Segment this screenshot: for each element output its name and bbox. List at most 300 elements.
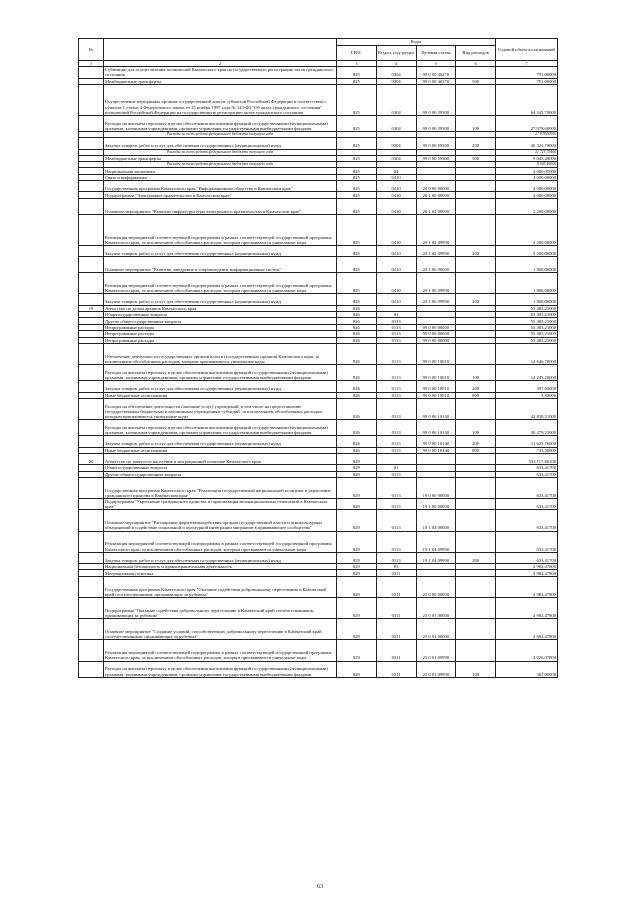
row-grbs: 829 [337, 576, 377, 597]
row-expense-type: 800 [456, 447, 496, 453]
row-grbs: 829 [337, 510, 377, 531]
row-name: Агентство по делам архивов Камчатского края [104, 305, 337, 311]
row-target-article: 99 0 00 10140 [416, 447, 456, 453]
row-razdel: 0113 [376, 499, 416, 510]
table-row [79, 85, 558, 116]
header-num-1: 1 [79, 61, 104, 67]
row-amount: 4 000,00000 [496, 192, 558, 198]
row-note-sum: 27 978,60000 [496, 132, 558, 138]
row-amount: 791,00000 [496, 78, 558, 84]
table-row [79, 381, 558, 392]
row-razdel: 0410 [376, 198, 416, 214]
row-amount: 2 982,47800 [496, 564, 558, 570]
row-razdel: 03 [376, 564, 416, 570]
row-name: Закупка товаров, работ и услуг для обеспечения государственных (муниципальных) нужд [104, 138, 337, 149]
row-grbs: 825 [337, 273, 377, 294]
row-amount: 9 045,40000 [496, 155, 558, 161]
row-target-article: 99 0 00 10010 [416, 344, 456, 365]
row-target-article: 20 1 02 09990 [416, 245, 456, 256]
header-grbs: ГРБС [337, 46, 377, 61]
row-razdel [376, 453, 416, 464]
row-target-article: 99 0 00 00000 [416, 331, 456, 337]
row-name: Агентство по занятости населения и миграционной политике Камчатского края [104, 453, 337, 464]
row-target-article [416, 453, 456, 464]
row-name: Расходы на обеспечение деятельности (оказание услуг) учреждений, в том числе на предоставление государственным бюджетным и автономным учреждениям субсидий, за исключением обособленных расходов, которым присваиваются уникальные коды [104, 398, 337, 419]
row-name: Закупка товаров, работ и услуг для обеспечения государственных (муниципальных) нужд [104, 381, 337, 392]
row-name: Связь и информатика [104, 174, 337, 180]
row-razdel: 0113 [376, 365, 416, 381]
row-number [79, 398, 104, 419]
row-name: Другие общегосударственные вопросы [104, 318, 337, 324]
row-razdel: 0304 [376, 155, 416, 161]
row-expense-type: 200 [456, 294, 496, 305]
row-target-article: 20 1 00 00000 [416, 192, 456, 198]
row-razdel: 0410 [376, 181, 416, 192]
row-expense-type [456, 640, 496, 661]
row-expense-type [456, 67, 496, 78]
row-amount: 55 485,21000 [496, 337, 558, 343]
row-name: Иные бюджетные ассигнования [104, 392, 337, 398]
row-note-text: Расходы за счет средств федерального бюджета текущего года [104, 162, 337, 168]
row-name: Осуществление переданных органам государственной власти субъектов Российской Федерации в соответствии с пунктом 1 статьи 4 Федерального закона от 15 ноября 1997 года № 143-ФЗ "Об актах гражданского состояния" полномочий Российской Федерации на государственную регистрацию актов гражданского состояния [104, 85, 337, 116]
table-row [79, 344, 558, 365]
row-amount: 55 485,21000 [496, 318, 558, 324]
row-target-article: 99 0 00 40270 [416, 78, 456, 84]
row-amount: 2 982,47800 [496, 570, 558, 576]
row-expense-type [456, 453, 496, 464]
header-num-7: 7 [496, 61, 558, 67]
table-row [79, 531, 558, 552]
row-amount: 1 800,00000 [496, 294, 558, 305]
row-razdel: 0113 [376, 510, 416, 531]
row-target-article: 20 1 06 09990 [416, 273, 456, 294]
row-grbs: 825 [337, 78, 377, 84]
row-expense-type [456, 344, 496, 365]
header-vr: Вид расходов [456, 46, 496, 61]
table-row [79, 116, 558, 132]
row-razdel: 0113 [376, 420, 416, 436]
row-razdel: 0410 [376, 294, 416, 305]
row-grbs: 826 [337, 447, 377, 453]
row-name: Закупка товаров, работ и услуг для обеспечения государственных (муниципальных) нужд [104, 436, 337, 447]
row-expense-type [456, 398, 496, 419]
budget-table-sheet [78, 38, 558, 678]
row-grbs: 829 [337, 598, 377, 619]
row-grbs: 829 [337, 570, 377, 576]
row-number [79, 214, 104, 245]
row-target-article: 19 0 00 00000 [416, 477, 456, 498]
row-amount: 12 646,70000 [496, 344, 558, 365]
row-grbs: 825 [337, 257, 377, 273]
row-grbs: 826 [337, 436, 377, 447]
table-row [79, 499, 558, 510]
row-expense-type [456, 214, 496, 245]
header-razdel: Раздел, под-раздел [376, 46, 416, 61]
row-expense-type [456, 85, 496, 116]
row-target-article: 25 0 01 00000 [416, 598, 456, 619]
row-target-article: 25 0 01 00000 [416, 619, 456, 640]
row-amount: 55 485,21000 [496, 312, 558, 318]
row-grbs: 825 [337, 138, 377, 149]
row-amount: 2 200,00000 [496, 214, 558, 245]
row-target-article: 99 0 00 59300 [416, 116, 456, 132]
table-row [79, 257, 558, 273]
row-grbs: 826 [337, 337, 377, 343]
header-name [104, 39, 337, 61]
row-number [79, 436, 104, 447]
row-expense-type: 800 [456, 392, 496, 398]
row-grbs: 825 [337, 198, 377, 214]
row-name: Государственная программа Камчатского края "Информационное общество в Камчатском крае" [104, 181, 337, 192]
row-expense-type [456, 598, 496, 619]
row-razdel: 04 [376, 168, 416, 174]
row-number [79, 273, 104, 294]
row-razdel: 0304 [376, 67, 416, 78]
row-amount: 2 200,00000 [496, 245, 558, 256]
row-target-article: 19 1 00 00000 [416, 499, 456, 510]
row-amount: 4 000,00000 [496, 174, 558, 180]
row-number [79, 477, 104, 498]
table-row [79, 198, 558, 214]
row-razdel: 0113 [376, 337, 416, 343]
row-razdel: 0113 [376, 381, 416, 392]
row-number [79, 420, 104, 436]
row-expense-type: 100 [456, 116, 496, 132]
row-number [79, 294, 104, 305]
row-number [79, 576, 104, 597]
table-row [79, 294, 558, 305]
row-razdel: 01 [376, 465, 416, 471]
table-row [79, 181, 558, 192]
row-amount: 4 000,00000 [496, 181, 558, 192]
row-target-article: 99 0 00 10140 [416, 420, 456, 436]
row-amount: 3,80000 [496, 392, 558, 398]
row-razdel: 0113 [376, 477, 416, 498]
row-grbs: 829 [337, 465, 377, 471]
row-grbs: 825 [337, 155, 377, 161]
row-number [79, 531, 104, 552]
row-amount: 2 200,00000 [496, 198, 558, 214]
row-number: 19 [79, 305, 104, 311]
row-number [79, 344, 104, 365]
row-grbs: 829 [337, 471, 377, 477]
row-razdel: 0311 [376, 598, 416, 619]
row-grbs: 829 [337, 477, 377, 498]
row-name: Общегосударственные вопросы [104, 312, 337, 318]
header-num-5: 5 [416, 61, 456, 67]
row-amount: 2 982,47800 [496, 598, 558, 619]
row-grbs: 825 [337, 294, 377, 305]
row-target-article: 19 1 04 09990 [416, 552, 456, 563]
row-target-article: 25 0 00 00000 [416, 576, 456, 597]
row-razdel: 0113 [376, 324, 416, 330]
row-expense-type: 200 [456, 245, 496, 256]
row-target-article: 99 0 00 10010 [416, 381, 456, 392]
header-num-6: 6 [456, 61, 496, 67]
row-razdel: 0113 [376, 318, 416, 324]
row-grbs: 825 [337, 168, 377, 174]
row-expense-type: 500 [456, 78, 496, 84]
header-sum: Годовой объем ассигнований [496, 39, 558, 61]
row-target-article: 20 1 06 00000 [416, 257, 456, 273]
row-razdel: 0311 [376, 619, 416, 640]
row-expense-type: 100 [456, 365, 496, 381]
header-number: № [79, 39, 104, 61]
row-number [79, 198, 104, 214]
row-grbs: 825 [337, 245, 377, 256]
table-row [79, 67, 558, 78]
row-note-text: Расходы за счет средств федерального бюджета текущего года [104, 132, 337, 138]
row-target-article: 25 0 01 09990 [416, 640, 456, 661]
row-name: Реализация мероприятий соответствующей подпрограммы в рамках соответствующей государственной программы Камчатского края, за исключением обособленных расходов, которым присваиваются уникальные коды [104, 640, 337, 661]
row-number [79, 138, 104, 149]
row-number [79, 381, 104, 392]
row-amount: 12 245,20000 [496, 365, 558, 381]
row-amount: 397,60000 [496, 381, 558, 392]
row-expense-type: 200 [456, 138, 496, 149]
row-target-article: 20 1 06 09990 [416, 294, 456, 305]
row-name: Расходы на выплаты персоналу в целях обеспечения выполнения функций государственными (муниципальными) органами, казенными учреждениями, органами управления государственными внебюджетными фондами [104, 661, 337, 677]
row-grbs: 826 [337, 305, 377, 311]
table-row [79, 640, 558, 661]
row-expense-type: 200 [456, 552, 496, 563]
row-razdel: 0410 [376, 273, 416, 294]
row-expense-type: 100 [456, 661, 496, 677]
row-razdel: 0311 [376, 576, 416, 597]
row-grbs: 826 [337, 392, 377, 398]
table-row [79, 365, 558, 381]
row-amount: 633,41700 [496, 552, 558, 563]
row-grbs: 825 [337, 181, 377, 192]
row-expense-type [456, 477, 496, 498]
row-target-article: 25 0 01 09990 [416, 661, 456, 677]
table-row [79, 576, 558, 597]
row-number [79, 640, 104, 661]
row-name: Расходы на выплаты персоналу в целях обеспечения выполнения функций государственными (муниципальными) органами, казенными учреждениями, органами управления государственными внебюджетными фондами [104, 116, 337, 132]
row-name: Подпрограмма "Электронное правительство в Камчатском крае" [104, 192, 337, 198]
row-name: Закупка товаров, работ и услуг для обеспечения государственных (муниципальных) нужд [104, 294, 337, 305]
row-expense-type: 500 [456, 155, 496, 161]
table-row [79, 453, 558, 464]
table-row [79, 273, 558, 294]
row-expense-type [456, 619, 496, 640]
row-grbs: 825 [337, 192, 377, 198]
row-amount: 2 026,07800 [496, 640, 558, 661]
row-name: Основное мероприятие "Развитие, внедрение и сопровождение информационных систем" [104, 257, 337, 273]
row-expense-type: 100 [456, 420, 496, 436]
row-razdel: 0410 [376, 245, 416, 256]
row-name: Основное мероприятие "Развитие инфраструктуры электронного правительства в Камчатском крае" [104, 198, 337, 214]
row-amount: 633,41700 [496, 531, 558, 552]
row-amount: 55 485,21000 [496, 324, 558, 330]
row-razdel: 0113 [376, 344, 416, 365]
row-name: Основное мероприятие "Расширение форм взаимодействия органов государственной власти и этнокультурных объединений и содействие социальной и культурной интеграции мигрантов в принимающее сообщество" [104, 510, 337, 531]
row-amount: 1 800,00000 [496, 257, 558, 273]
row-number [79, 116, 104, 132]
row-razdel: 0304 [376, 78, 416, 84]
row-amount: 633,41700 [496, 471, 558, 477]
row-expense-type: 200 [456, 381, 496, 392]
row-name: Миграционная политика [104, 570, 337, 576]
table-row [79, 598, 558, 619]
row-grbs: 825 [337, 174, 377, 180]
row-amount: 633,41700 [496, 477, 558, 498]
row-grbs: 826 [337, 344, 377, 365]
row-note-text: Расходы за счет средств федерального бюджета текущего года [104, 149, 337, 155]
row-name: Субвенции для осуществления полномочий Камчатского края на государственную регистрацию актов гражданского состояния [104, 67, 337, 78]
row-number: 20 [79, 453, 104, 464]
row-grbs: 826 [337, 398, 377, 419]
row-grbs: 826 [337, 312, 377, 318]
row-target-article: 99 0 00 59300 [416, 85, 456, 116]
row-grbs: 829 [337, 619, 377, 640]
table-row [79, 398, 558, 419]
row-number [79, 661, 104, 677]
row-name: Непрограммные расходы [104, 337, 337, 343]
row-grbs: 829 [337, 531, 377, 552]
row-number [79, 510, 104, 531]
row-name: Межбюджетные трансферты [104, 78, 337, 84]
row-name: Непрограммные расходы [104, 324, 337, 330]
table-row [79, 245, 558, 256]
row-expense-type [456, 531, 496, 552]
row-grbs: 826 [337, 331, 377, 337]
row-amount: 64 345,70000 [496, 85, 558, 116]
row-razdel: 0113 [376, 552, 416, 563]
header-codes: Коды [337, 39, 496, 46]
header-cs: Целевая статья [416, 46, 456, 61]
row-expense-type [456, 257, 496, 273]
row-grbs: 825 [337, 67, 377, 78]
row-expense-type: 200 [456, 436, 496, 447]
row-name: Национальная экономика [104, 168, 337, 174]
row-expense-type [456, 273, 496, 294]
row-expense-type [456, 499, 496, 510]
row-target-article: 99 0 00 00000 [416, 337, 456, 343]
row-razdel: 0304 [376, 85, 416, 116]
row-name: Общегосударственные вопросы [104, 465, 337, 471]
row-target-article: 20 0 00 00000 [416, 181, 456, 192]
row-grbs: 826 [337, 318, 377, 324]
row-razdel: 0410 [376, 192, 416, 198]
row-grbs: 829 [337, 552, 377, 563]
row-razdel: 0113 [376, 392, 416, 398]
row-note-sum: 9 045,40000 [496, 162, 558, 168]
row-grbs: 825 [337, 214, 377, 245]
row-amount: 733,50000 [496, 447, 558, 453]
row-target-article: 99 0 00 10140 [416, 436, 456, 447]
row-target-article: 19 1 04 00000 [416, 510, 456, 531]
header-num-2: 2 [104, 61, 337, 67]
row-razdel: 0311 [376, 661, 416, 677]
row-razdel: 0311 [376, 640, 416, 661]
row-target-article: 20 1 02 00000 [416, 198, 456, 214]
row-name: Основное мероприятие "Создание условий, способствующих добровольному переселению в Камчатский край соотечественников, проживающих за рубежом" [104, 619, 337, 640]
row-grbs: 829 [337, 640, 377, 661]
row-amount: 633,41700 [496, 465, 558, 471]
row-name: Расходы на выплаты персоналу в целях обеспечения выполнения функций государственными (муниципальными) органами, казенными учреждениями, органами управления государственными внебюджетными фондами [104, 420, 337, 436]
row-grbs: 829 [337, 453, 377, 464]
row-note-sum: 21 727,79400 [496, 149, 558, 155]
row-amount: 533 117,86100 [496, 453, 558, 464]
row-razdel: 0410 [376, 174, 416, 180]
table-row [79, 138, 558, 149]
row-grbs: 825 [337, 116, 377, 132]
table-row [79, 552, 558, 563]
row-amount: 55 485,21000 [496, 305, 558, 311]
row-number [79, 499, 104, 510]
row-grbs: 826 [337, 324, 377, 330]
row-number [79, 181, 104, 192]
row-razdel: 0113 [376, 436, 416, 447]
row-target-article: 99 0 00 59300 [416, 155, 456, 161]
row-grbs: 826 [337, 381, 377, 392]
row-name: Подпрограмма "Укрепление гражданского единства и гармонизация межнациональных отношений в Камчатском крае" [104, 499, 337, 510]
row-expense-type [456, 181, 496, 192]
row-number [79, 67, 104, 78]
row-number [79, 365, 104, 381]
row-name: Реализация мероприятий соответствующей подпрограммы в рамках соответствующей государственной программы Камчатского края, за исключением обособленных расходов, которым присваиваются уникальные коды [104, 531, 337, 552]
budget-table [78, 38, 558, 678]
table-row [79, 619, 558, 640]
row-target-article: 99 0 00 10010 [416, 392, 456, 398]
row-expense-type [456, 510, 496, 531]
row-target-article: 99 0 00 59300 [416, 138, 456, 149]
row-name: Иные бюджетные ассигнования [104, 447, 337, 453]
row-name: Закупка товаров, работ и услуг для обеспечения государственных (муниципальных) нужд [104, 552, 337, 563]
row-razdel: 0311 [376, 570, 416, 576]
row-target-article: 99 0 00 00000 [416, 324, 456, 330]
table-row [79, 420, 558, 436]
row-amount: 633,41700 [496, 510, 558, 531]
row-target-article: 99 0 00 10140 [416, 398, 456, 419]
row-target-article: 99 0 00 40270 [416, 67, 456, 78]
row-target-article: 99 0 00 10010 [416, 365, 456, 381]
row-number [79, 552, 104, 563]
row-target-article: 19 1 04 09990 [416, 531, 456, 552]
row-number [79, 257, 104, 273]
row-number [79, 245, 104, 256]
row-number [79, 85, 104, 116]
row-razdel: 0410 [376, 214, 416, 245]
row-grbs: 825 [337, 85, 377, 116]
row-amount: 55 485,21000 [496, 331, 558, 337]
row-name: Закупка товаров, работ и услуг для обеспечения государственных (муниципальных) нужд [104, 245, 337, 256]
row-expense-type [456, 198, 496, 214]
row-grbs: 829 [337, 499, 377, 510]
row-razdel: 0304 [376, 138, 416, 149]
row-grbs: 826 [337, 365, 377, 381]
row-amount: 2 982,47800 [496, 576, 558, 597]
row-name: Расходы на выплаты персоналу в целях обеспечения выполнения функций государственными (муниципальными) органами, казенными учреждениями, органами управления государственными внебюджетными фондами [104, 365, 337, 381]
row-amount: 42 838,51000 [496, 398, 558, 419]
table-row [79, 436, 558, 447]
row-expense-type [456, 576, 496, 597]
row-name: Обеспечение деятельности государственных органов власти (государственных органов) Камчатского края, за исключением обособленных расходов, которым присваиваются уникальные коды [104, 344, 337, 365]
row-number [79, 619, 104, 640]
row-name: Подпрограмма "Оказание содействия добровольному переселению в Камчатский край соотечественников, проживающих за рубежом" [104, 598, 337, 619]
row-name: Другие общегосударственные вопросы [104, 471, 337, 477]
row-name: Непрограммные расходы [104, 331, 337, 337]
row-amount: 1 800,00000 [496, 273, 558, 294]
row-amount: 26 321,70000 [496, 138, 558, 149]
table-row [79, 661, 558, 677]
row-grbs: 829 [337, 564, 377, 570]
row-amount: 633,41700 [496, 499, 558, 510]
row-razdel: 0304 [376, 116, 416, 132]
row-number [79, 598, 104, 619]
row-grbs: 829 [337, 661, 377, 677]
